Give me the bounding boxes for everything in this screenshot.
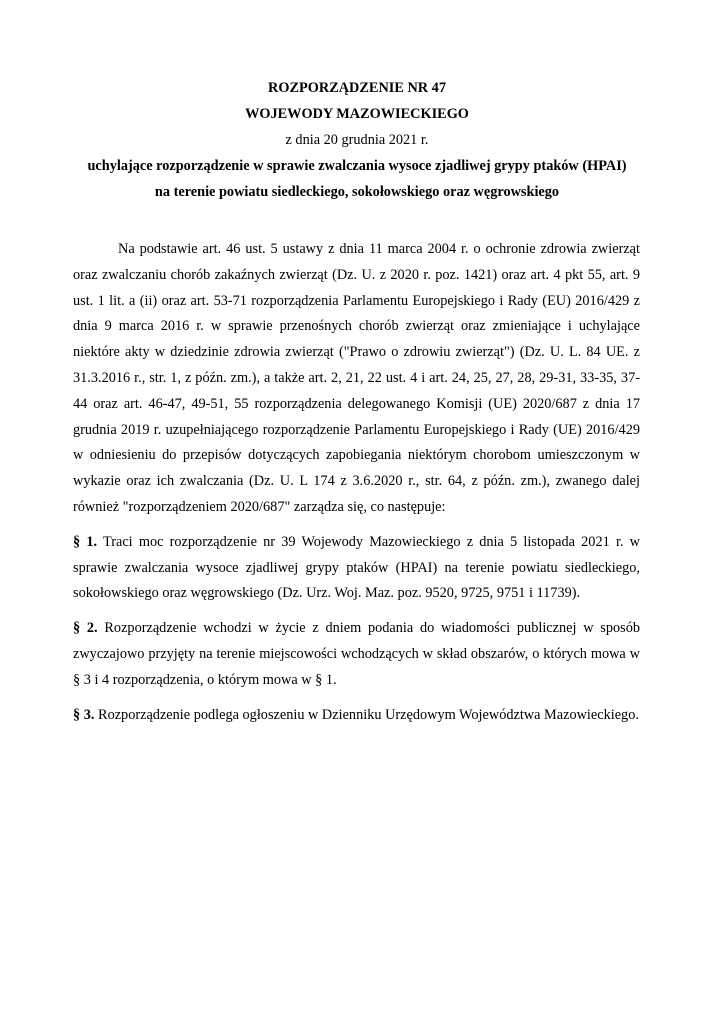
document-header	[72, 75, 642, 205]
legal-basis-paragraph: Na podstawie art. 46 ust. 5 ustawy z dnia 11 marca 2004 r. o ochronie zdrowia zwierząt oraz zwalczaniu chorób zakaźnych zwierząt (Dz. U. z 2020 r. poz. 1421) oraz art. 4 pkt 55, art. 9 ust. 1 lit. a (ii) oraz art. 53-71 rozporządzenia Parlamentu Europejskiego i Rady (EU) 2016/429 z dnia 9 marca 2016 r. w sprawie przenośnych chorób zwierząt oraz zmieniające i uchylające niektóre akty w dziedzinie zdrowia zwierząt ("Prawo o zdrowiu zwierząt") (Dz. U. L. 84 UE. z 31.3.2016 r., str. 1, z późn. zm.), a także art. 2, 21, 22 ust. 4 i art. 24, 25, 27, 28, 29-31, 33-35, 37-44 oraz art. 46-47, 49-51, 55 rozporządzenia delegowanego Komisji (UE) 2020/687 z dnia 17 grudnia 2019 r. uzupełniającego rozporządzenie Parlamentu Europejskiego i Rady (UE) 2016/429 w odniesieniu do przepisów dotyczących zapobiegania niektórym chorobom umieszczonym w wykazie oraz ich zwalczania (Dz. U. L 174 z 3.6.2020 r., str. 64, z późn. zm.), zwanego dalej również "rozporządzeniem 2020/687" zarządza się, co następuje:	[73, 241, 640, 515]
section-2	[73, 616, 640, 693]
section-1-mark: § 1.	[73, 533, 98, 550]
regulation-subject-line-1: uchylające rozporządzenie w sprawie zwalczania wysoce zjadliwej grypy ptaków (HPAI)	[87, 158, 627, 174]
section-1-text: Traci moc rozporządzenie nr 39 Wojewody Mazowieckiego z dnia 5 listopada 2021 r. w sprawie zwalczania wysoce zjadliwej grypy ptaków (HPAI) na terenie powiatu siedleckiego, sokołowskiego oraz węgrowskiego (Dz. Urz. Woj. Maz. poz. 9520, 9725, 9751 i 11739).	[73, 533, 640, 602]
issuer-title: WOJEWODY MAZOWIECKIEGO	[245, 106, 469, 122]
section-2-mark: § 2.	[73, 620, 98, 637]
section-3-mark: § 3.	[73, 706, 95, 723]
section-1	[73, 530, 640, 607]
section-3	[73, 703, 640, 729]
section-3-text: Rozporządzenie podlega ogłoszeniu w Dzienniku Urzędowym Województwa Mazowieckiego.	[98, 706, 639, 723]
regulation-title: ROZPORZĄDZENIE NR 47	[268, 80, 446, 96]
document-body	[73, 237, 640, 728]
regulation-subject-line-2: na terenie powiatu siedleckiego, sokołowskiego oraz węgrowskiego	[154, 184, 560, 200]
section-2-text: Rozporządzenie wchodzi w życie z dniem podania do wiadomości publicznej w sposób zwyczajowo przyjęty na terenie miejscowości wchodzących w skład obszarów, o których mowa w § 3 i 4 rozporządzenia, o którym mowa w § 1.	[73, 620, 640, 688]
regulation-date: z dnia 20 grudnia 2021 r.	[285, 132, 429, 148]
